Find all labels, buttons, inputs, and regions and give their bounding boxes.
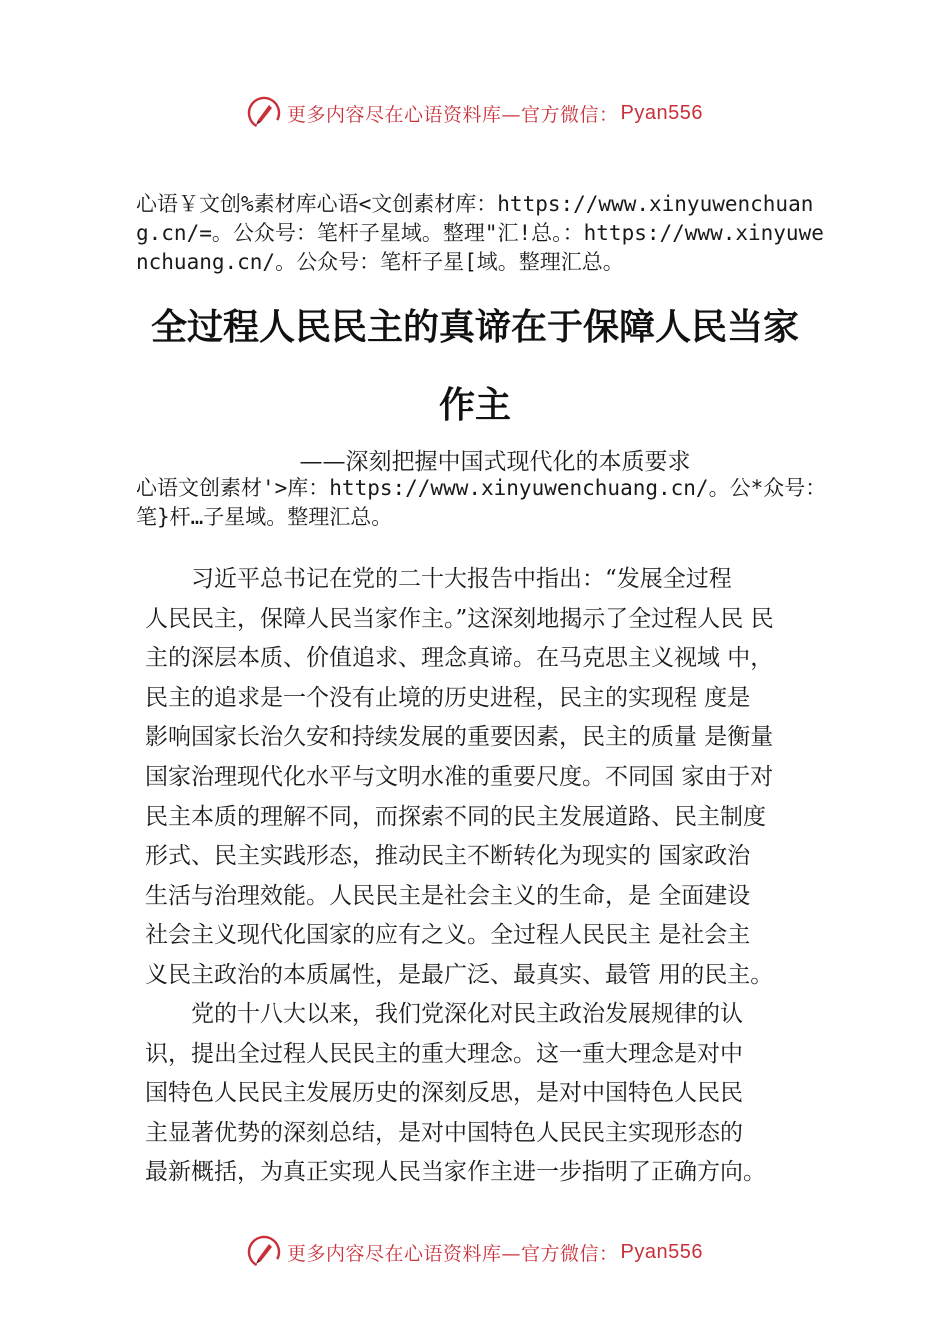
paragraph-1	[145, 560, 845, 996]
title-line-1: 全过程人民民主的真谛在于保障人民当家	[150, 306, 799, 348]
header-banner	[0, 93, 950, 133]
paragraph-line: 识，提出全过程人民民主的重大理念。这一重大理念是对中	[145, 1040, 743, 1067]
pen-logo-icon	[247, 96, 281, 130]
paragraph-line: 习近平总书记在党的二十大报告中指出：“发展全过程	[145, 566, 732, 592]
paragraph-line: 社会主义现代化国家的应有之义。全过程人民民主 是社会主	[145, 922, 751, 949]
paragraph-line: 生活与治理效能。人民民主是社会主义的生命，是 全面建设	[145, 882, 751, 909]
paragraph-line: 最新概括，为真正实现人民当家作主进一步指明了正确方向。	[145, 1159, 766, 1186]
paragraph-line: 义民主政治的本质属性，是最广泛、最真实、最管 用的民主。	[145, 961, 774, 988]
banner-text: 更多内容尽在心语资料库—官方微信：	[287, 103, 619, 126]
paragraph-line: 人民民主，保障人民当家作主。”这深刻地揭示了全过程人民 民	[145, 605, 774, 632]
paragraph-line: 形式、民主实践形态，推动民主不断转化为现实的 国家政治	[145, 843, 751, 870]
paragraph-line: 主显著优势的深刻总结，是对中国特色人民民主实现形态的	[145, 1119, 743, 1146]
footer-banner	[0, 1232, 950, 1272]
paragraph-line: 主的深层本质、价值追求、理念真谛。在马克思主义视域 中，	[145, 645, 774, 672]
paragraph-line: 党的十八大以来，我们党深化对民主政治发展规律的认	[145, 1001, 743, 1027]
watermark-text-2: 心语文创素材'>库：https://www.xinyuwenchuang.cn/。公*众号：笔}杆…子星域。整理汇总。	[136, 476, 827, 529]
pen-logo-icon	[247, 1235, 281, 1269]
banner-text: 更多内容尽在心语资料库—官方微信：	[287, 1242, 619, 1265]
paragraph-line: 国家治理现代化水平与文明水准的重要尺度。不同国 家由于对	[145, 763, 774, 790]
banner-wechat-id: Pyan556	[620, 101, 703, 124]
watermark-text-1: 心语￥文创%素材库心语<文创素材库：https://www.xinyuwenchuang.cn/=。公众号：笔杆子星域。整理"汇!总。：https://www.xinyuwenchuang.cn/。公众号：笔杆子星[域。整理汇总。	[136, 192, 824, 274]
paragraph-line: 民主的追求是一个没有止境的历史进程，民主的实现程 度是	[145, 684, 751, 711]
paragraph-line: 国特色人民民主发展历史的深刻反思，是对中国特色人民民	[145, 1080, 743, 1107]
paragraph-2	[145, 995, 845, 1193]
subtitle: ——深刻把握中国式现代化的本质要求	[299, 449, 691, 475]
title-line-2: 作主	[438, 384, 511, 426]
banner-wechat-id: Pyan556	[620, 1240, 703, 1263]
paragraph-line: 民主本质的理解不同，而探索不同的民主发展道路、民主制度	[145, 803, 766, 830]
paragraph-line: 影响国家长治久安和持续发展的重要因素，民主的质量 是衡量	[145, 724, 774, 751]
